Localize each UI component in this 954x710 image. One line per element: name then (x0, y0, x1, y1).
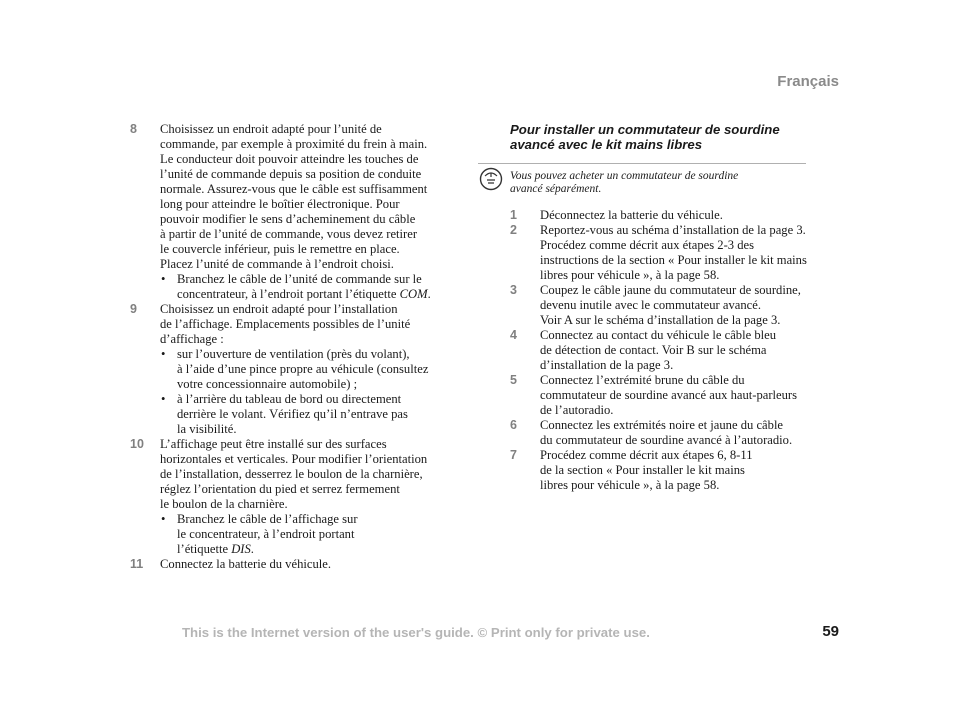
step-text-line: horizontales et verticales. Pour modifier l’orientation (160, 452, 428, 466)
heading-line: Pour installer un commutateur de sourdine (510, 122, 780, 137)
step-text-line: le couvercle inférieur, puis le remettre en place. (160, 242, 400, 256)
step-number: 1 (510, 208, 517, 222)
bullet-text-line (177, 362, 465, 377)
step-text-line: long pour atteindre le boîtier électronique. Pour (160, 197, 400, 211)
step-text-line: du commutateur de sourdine avancé à l’autoradio. (540, 433, 793, 447)
step-text-line: de l’installation, desserrez le boulon de la charnière, (160, 467, 423, 481)
step-text-line: Le conducteur doit pouvoir atteindre les touches de (160, 152, 419, 166)
step-text-line: Coupez le câble jaune du commutateur de sourdine, (540, 283, 801, 297)
step-text-line: l’unité de commande depuis sa position de conduite (160, 167, 422, 181)
bullet-text-line (177, 392, 465, 407)
bullet-text-line (177, 407, 465, 422)
step-number: 3 (510, 283, 517, 297)
bullet-text-line (177, 287, 465, 302)
tip-text (510, 170, 806, 196)
step-number: 2 (510, 223, 517, 237)
tip-box (478, 163, 806, 196)
bullet-dot-icon: • (161, 272, 166, 286)
step-text-line: Connectez la batterie du véhicule. (160, 557, 331, 571)
step-text-line: commande, par exemple à proximité du frein à main. (160, 137, 428, 151)
bullet-text-line (177, 347, 465, 362)
bullet-text: derrière le volant. Vérifiez qu’il n’entrave pas (177, 407, 408, 421)
step-text-line: Connectez les extrémités noire et jaune du câble (540, 418, 784, 432)
tip-line: Vous pouvez acheter un commutateur de sourdine (510, 170, 739, 182)
step-text-line: de l’affichage. Emplacements possibles de l’unité (160, 317, 411, 331)
bullet-dot-icon: • (161, 392, 166, 406)
step-item (510, 283, 845, 328)
step-text-line: Reportez-vous au schéma d’installation de la page 3. (540, 223, 806, 237)
bullet-item (160, 512, 465, 557)
right-column (510, 122, 845, 493)
step-item (130, 122, 465, 302)
bullet-text: Branchez le câble de l’affichage sur (177, 512, 358, 526)
step-text-line: Déconnectez la batterie du véhicule. (540, 208, 723, 222)
step-text-line: réglez l’orientation du pied et serrez fermement (160, 482, 400, 496)
step-text-line: L’affichage peut être installé sur des surfaces (160, 437, 387, 451)
step-text-line: d’affichage : (160, 332, 224, 346)
bullet-text-line (177, 377, 465, 392)
step-item (510, 223, 845, 283)
bullet-dot-icon: • (161, 512, 166, 526)
step-text-line: d’installation de la page 3. (540, 358, 674, 372)
step-text-line: commutateur de sourdine avancé aux haut-parleurs (540, 388, 798, 402)
bullet-text-line (177, 512, 465, 527)
bullet-item (160, 392, 465, 437)
left-column (130, 122, 465, 572)
bullet-text: la visibilité. (177, 422, 237, 436)
step-number: 8 (130, 122, 137, 136)
bullet-text-line (177, 542, 465, 557)
bullet-text: le concentrateur, à l’endroit portant (177, 527, 355, 541)
bullet-suffix: . (250, 542, 254, 556)
step-number: 4 (510, 328, 517, 342)
step-item (130, 437, 465, 557)
bullet-item (160, 347, 465, 392)
step-text-line: Choisissez un endroit adapté pour l’installation (160, 302, 398, 316)
bullet-item (160, 272, 465, 302)
bullet-text: sur l’ouverture de ventilation (près du volant), (177, 347, 410, 361)
step-text-line: Procédez comme décrit aux étapes 6, 8-11 (540, 448, 753, 462)
language-header: Français (777, 73, 839, 90)
step-text-line: normale. Assurez-vous que le câble est suffisamment (160, 182, 428, 196)
bullet-text: à l’aide d’une pince propre au véhicule (consultez (177, 362, 429, 376)
step-text-line: de la section « Pour installer le kit mains (540, 463, 745, 477)
step-number: 7 (510, 448, 517, 462)
step-item (510, 373, 845, 418)
step-text-line: libres pour véhicule », à la page 58. (540, 478, 720, 492)
bullet-text: à l’arrière du tableau de bord ou directement (177, 392, 402, 406)
tip-lightbulb-icon (478, 167, 504, 191)
step-number: 6 (510, 418, 517, 432)
step-item (510, 448, 845, 493)
bullet-italic-label: DIS (231, 542, 251, 556)
step-number: 9 (130, 302, 137, 316)
step-text-line: libres pour véhicule », à la page 58. (540, 268, 720, 282)
page-number: 59 (822, 623, 839, 640)
step-text-line: de détection de contact. Voir B sur le schéma (540, 343, 767, 357)
step-text-line: Connectez au contact du véhicule le câble bleu (540, 328, 777, 342)
step-number: 11 (130, 557, 144, 571)
step-text-line: Voir A sur le schéma d’installation de la page 3. (540, 313, 781, 327)
step-text-line: Procédez comme décrit aux étapes 2-3 des (540, 238, 755, 252)
step-number: 10 (130, 437, 144, 451)
step-text-line: instructions de la section « Pour installer le kit mains (540, 253, 807, 267)
heading-line: avancé avec le kit mains libres (510, 137, 703, 152)
step-text-line: à partir de l’unité de commande, vous devez retirer (160, 227, 418, 241)
bullet-text: concentrateur, à l’endroit portant l’étiquette (177, 287, 400, 301)
bullet-suffix: . (427, 287, 431, 301)
step-item (130, 302, 465, 437)
step-text-line: Choisissez un endroit adapté pour l’unité de (160, 122, 382, 136)
step-text-line: Placez l’unité de commande à l’endroit choisi. (160, 257, 394, 271)
bullet-text-line (177, 272, 465, 287)
bullet-text-line (177, 422, 465, 437)
step-text-line: pouvoir modifier le sens d’acheminement du câble (160, 212, 416, 226)
step-item (510, 328, 845, 373)
section-heading (510, 122, 845, 152)
step-text-line: devenu inutile avec le commutateur avancé. (540, 298, 761, 312)
bullet-text: l’étiquette (177, 542, 232, 556)
bullet-italic-label: COM (399, 287, 428, 301)
step-text-line: le boulon de la charnière. (160, 497, 288, 511)
bullet-text-line (177, 527, 465, 542)
right-steps (510, 208, 845, 493)
bullet-text: Branchez le câble de l’unité de commande sur le (177, 272, 422, 286)
step-text-line: Connectez l’extrémité brune du câble du (540, 373, 745, 387)
step-item (510, 208, 845, 223)
step-number: 5 (510, 373, 517, 387)
bullet-dot-icon: • (161, 347, 166, 361)
footer-notice: This is the Internet version of the user's guide. © Print only for private use. (182, 625, 650, 640)
tip-line: avancé séparément. (510, 183, 602, 195)
bullet-text: votre concessionnaire automobile) ; (177, 377, 358, 391)
step-text-line: de l’autoradio. (540, 403, 614, 417)
step-item (510, 418, 845, 448)
step-item (130, 557, 465, 572)
